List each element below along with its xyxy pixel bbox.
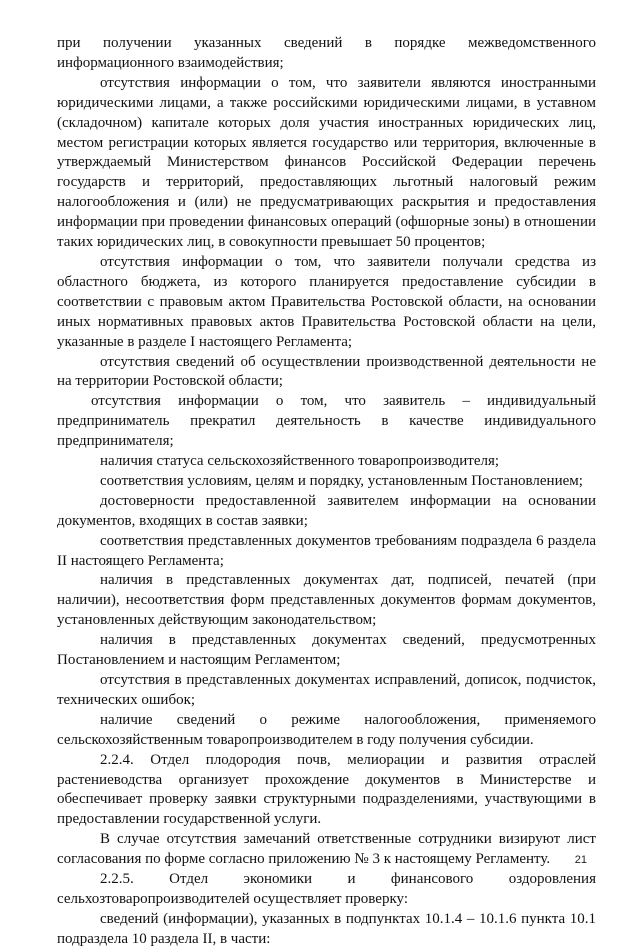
paragraph-conditions-compliance: соответствия условиям, целям и порядку, установленным Постановлением;	[100, 472, 583, 489]
paragraph-foreign-entities: отсутствия информации о том, что заявители являются иностранными юридическими лицами, а также российскими юридическими лицами, в уставном (складочном) капитале которых доля участия иностранных юридических лиц, местом регистрации которых является государство или территория, включенные в утверждаемый Министерством финансов Российской Федерации перечень государств и территорий, предоставляющих льготный налоговый режим налогообложения и (или) не предусматривающих раскрытия и предоставления информации при проведении финансовых операций (офшорные зоны) в отношении таких юридических лиц, в совокупности превышает 50 процентов;	[57, 74, 596, 251]
paragraph-production-territory: отсутствия сведений об осуществлении производственной деятельности не на территории Ростовской области;	[57, 353, 596, 390]
document-body	[57, 34, 596, 950]
paragraph-information-accuracy: достоверности предоставленной заявителем информации на основании документов, входящих в состав заявки;	[57, 492, 596, 529]
paragraph-no-corrections: отсутствия в представленных документах исправлений, дописок, подчисток, технических ошибок;	[57, 672, 596, 708]
paragraph-document-requirements: соответствия представленных документов требованиям подраздела 6 раздела II настоящего Регламента;	[57, 532, 596, 569]
paragraph-section-2-2-4: 2.2.4. Отдел плодородия почв, мелиорации и развития отраслей растениеводства организует прохождение документов в Министерстве и обеспечивает проверку заявки структурными подразделениями, участвующими в предоставлении государственной услуги.	[57, 751, 596, 828]
paragraph-regional-budget-funds: отсутствия информации о том, что заявители получали средства из областного бюджета, из которого планируется предоставление субсидии в соответствии с правовым актом Правительства Ростовской области, на основании иных нормативных правовых актов Правительства Ростовской области на цели, указанные в разделе I настоящего Регламента;	[57, 253, 596, 350]
paragraph-required-information: наличия в представленных документах сведений, предусмотренных Постановлением и настоящим Регламентом;	[57, 632, 596, 669]
paragraph-dates-signatures: наличия в представленных документах дат, подписей, печатей (при наличии), несоответствия форм представленных документов формам документов, установленных действующим законодательством;	[57, 572, 596, 629]
paragraph-producer-status: наличия статуса сельскохозяйственного товаропроизводителя;	[100, 453, 500, 470]
paragraph-interagency-info: при получении указанных сведений в порядке межведомственного информационного взаимодействия;	[57, 35, 596, 71]
paragraph-information-check: сведений (информации), указанных в подпунктах 10.1.4 – 10.1.6 пункта 10.1 подраздела 10 раздела II, в части:	[57, 910, 596, 947]
paragraph-entrepreneur-status: отсутствия информации о том, что заявитель – индивидуальный предприниматель прекратил деятельность в качестве индивидуального предпринимателя;	[57, 393, 596, 450]
paragraph-approval-sheet: В случае отсутствия замечаний ответственные сотрудники визируют лист согласования по форме согласно приложению № 3 к настоящему Регламенту.	[57, 831, 596, 868]
paragraph-section-2-2-5: 2.2.5. Отдел экономики и финансового оздоровления сельхозтоваропроизводителей осуществляет проверку:	[57, 871, 596, 907]
paragraph-tax-regime: наличие сведений о режиме налогообложения, применяемого сельскохозяйственным товаропроизводителем в году получения субсидии.	[57, 711, 596, 748]
page-number: 21	[574, 854, 587, 866]
